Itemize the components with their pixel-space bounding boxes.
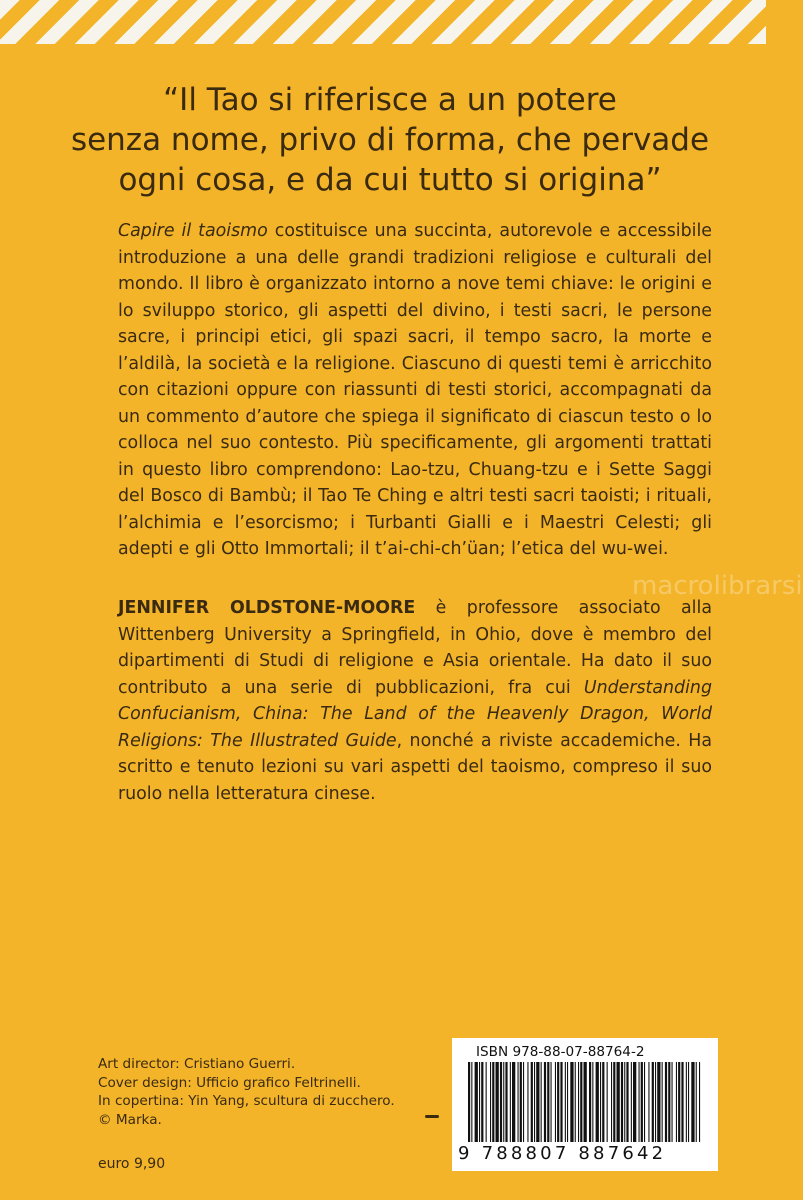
barcode-bars	[468, 1062, 702, 1142]
barcode-bar	[479, 1062, 480, 1142]
barcode-bar	[536, 1062, 539, 1142]
author-name: JENNIFER OLDSTONE-MOORE	[118, 598, 416, 618]
barcode-bar	[534, 1062, 535, 1142]
barcode-bar	[560, 1062, 562, 1142]
barcode-bar	[527, 1062, 528, 1142]
barcode-bar	[611, 1062, 612, 1142]
barcode-bar	[589, 1062, 591, 1142]
barcode-bar	[602, 1062, 604, 1142]
price: euro 9,90	[98, 1156, 166, 1172]
credit-art-director: Art director: Cristiano Guerri.	[98, 1056, 296, 1072]
barcode-bar	[475, 1062, 478, 1142]
ink-mark	[425, 1115, 439, 1118]
barcode-bar	[621, 1062, 623, 1142]
barcode-bar	[624, 1062, 625, 1142]
barcode-bar	[531, 1062, 533, 1142]
barcode-bar	[676, 1062, 677, 1142]
barcode-bar	[500, 1062, 502, 1142]
credit-cover-design: Cover design: Ufficio grafico Feltrinelli.	[98, 1074, 361, 1091]
barcode-bar	[652, 1062, 654, 1142]
cover-quote	[60, 80, 720, 200]
barcode-box	[452, 1038, 718, 1171]
barcode-bar	[691, 1062, 694, 1142]
credit-cover-image: In copertina: Yin Yang, scultura di zucchero.	[98, 1093, 395, 1109]
barcode-bar	[600, 1062, 601, 1142]
barcode-bar	[617, 1062, 620, 1142]
barcode-bar	[648, 1062, 649, 1142]
barcode-bar	[503, 1062, 504, 1142]
author-bio-text: è professore associato alla Wittenberg University a Springfield, in Ohio, dove è membro del dipartimenti di Studi di religione e Asia orientale. Ha dato il suo contributo a una serie di pubblicazioni, fra cui	[118, 598, 712, 698]
barcode-bar	[557, 1062, 559, 1142]
barcode-bar	[481, 1062, 483, 1142]
quote-line: “Il Tao si riferisce a un potere	[163, 82, 617, 118]
barcode-bar	[699, 1062, 700, 1142]
barcode-bar	[580, 1062, 582, 1142]
barcode-bar	[662, 1062, 663, 1142]
author-bio-text: , nonché a riviste accademiche. Ha scritto e tenuto lezioni su vari aspetti del taoismo, compreso il suo ruolo nella letteratura cinese.	[118, 730, 712, 804]
barcode-bar	[505, 1062, 507, 1142]
barcode-bar	[492, 1062, 494, 1142]
barcode-bar	[633, 1062, 636, 1142]
watermark: macrolibrarsi	[632, 571, 803, 601]
barcode-bar	[567, 1062, 568, 1142]
author-works: Understanding Confucianism, China: The Land of the Heavenly Dragon, World Religions: The Illustrated Guide	[118, 677, 712, 751]
barcode-bar	[688, 1062, 689, 1142]
barcode-bar	[520, 1062, 522, 1142]
barcode-bar	[655, 1062, 656, 1142]
credit-copyright: © Marka.	[98, 1111, 162, 1128]
barcode-bar	[686, 1062, 687, 1142]
barcode-digits: 9 788807 887642	[458, 1143, 667, 1164]
barcode-bar	[613, 1062, 615, 1142]
barcode-bar	[668, 1062, 670, 1142]
barcode-bar	[555, 1062, 556, 1142]
credits	[98, 1055, 438, 1129]
barcode-bar	[626, 1062, 628, 1142]
barcode-bar	[631, 1062, 632, 1142]
barcode-bar	[596, 1062, 599, 1142]
barcode-bar	[523, 1062, 524, 1142]
barcode-bar	[496, 1062, 499, 1142]
barcode-bar	[592, 1062, 593, 1142]
barcode-bar	[607, 1062, 608, 1142]
barcode-bar	[672, 1062, 673, 1142]
barcode-bar	[518, 1062, 519, 1142]
barcode-bar	[584, 1062, 587, 1142]
top-stripe-border	[0, 0, 766, 44]
barcode-bar	[544, 1062, 546, 1142]
barcode-bar	[641, 1062, 643, 1142]
book-title: Capire il taoismo	[118, 221, 268, 241]
quote-line: senza nome, privo di forma, che pervade	[70, 122, 710, 158]
barcode-bar	[512, 1062, 515, 1142]
isbn-label: ISBN 978-88-07-88764-2	[476, 1044, 645, 1060]
barcode-bar	[510, 1062, 511, 1142]
barcode-bar	[551, 1062, 552, 1142]
barcode-bar	[696, 1062, 697, 1142]
description-body: costituisce una succinta, autorevole e accessibile introduzione a una delle grandi tradizioni religiose e culturali del mondo. Il libro è organizzato intorno a nove temi chiave: le origini e lo sviluppo storico, gli aspetti del divino, i testi sacri, le persone sacre, i principi etici, gli spazi sacri, il tempo sacro, la morte e l’aldilà, la società e la religione. Ciascuno di questi temi è arricchito con citazioni oppure con riassunti di testi storici, accompagnati da un commento d’autore che spiega il significato di ciascun testo o lo colloca nel suo contesto. Più specificamente, gli argomenti trattati in questo libro comprendono: Lao-tzu, Chuang-tzu e i Sette Saggi del Bosco di Bambù; il Tao Te Ching e altri testi sacri taoisti; i rituali, l’alchimia e l’esorcismo; i Turbanti Gialli e i Maestri Celesti; gli adepti e gli Otto Immortali; il t’ai-chi-ch’üan; l’etica del wu-wei.	[118, 221, 713, 559]
barcode-bar	[490, 1062, 491, 1142]
barcode-bar	[578, 1062, 579, 1142]
barcode-bar	[565, 1062, 566, 1142]
barcode-bar	[570, 1062, 573, 1142]
barcode-bar	[468, 1062, 470, 1142]
barcode-bar	[486, 1062, 487, 1142]
barcode-bar	[639, 1062, 640, 1142]
barcode-bar	[678, 1062, 680, 1142]
barcode-bar	[471, 1062, 472, 1142]
barcode-bar	[657, 1062, 660, 1142]
barcode-bar	[575, 1062, 576, 1142]
barcode-bar	[665, 1062, 667, 1142]
barcode-bar	[644, 1062, 645, 1142]
author-bio	[118, 595, 712, 807]
quote-line: ogni cosa, e da cui tutto si origina”	[118, 162, 662, 198]
barcode-bar	[541, 1062, 542, 1142]
barcode-bar	[547, 1062, 549, 1142]
book-description	[118, 218, 712, 563]
barcode-bar	[681, 1062, 683, 1142]
